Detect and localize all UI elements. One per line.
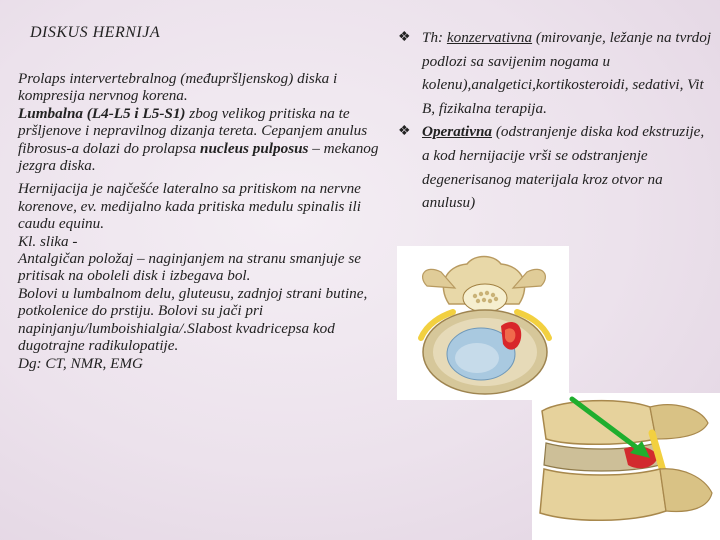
paragraph-pain: Bolovi u lumbalnom delu, gluteusu, zadnjoj strani butine, potkolenice do prstiju. Bolovi su jači pri napinjanju/lumboishialgia/.Slabost kvadricepsa kod dugotrajne radikulopatije. [18,284,368,355]
left-text-column [18,70,390,372]
keyword-operative: Operativna [422,123,493,141]
spine-herniation-illustration [532,393,720,540]
diamond-bullet-icon: ❖ [398,124,411,140]
bullet-conservative: ❖ Th: konzervativna (mirovanje, ležanje na tvrdoj podlozi sa savijenim nogama u kolenu),analgetici,kortikosteroidi, sedativi, Vit B, fizikalna terapija. [396,26,714,120]
page-title: DISKUS HERNIJA [30,24,161,41]
paragraph-herniation: Hernijacija je najčešće lateralno sa pritiskom na nervne korenove, ev. medijalno kada pritiska medulu spinalis ili caudu equinu. [18,180,361,233]
paragraph-antalgic: Antalgičan položaj – naginjanjem na stranu smanjuje se pritisak na oboleli disk i izbegava bol. [18,250,361,285]
disc-crosssection-illustration [397,246,569,400]
bullet-operative: ❖ Operativna (odstranjenje diska kod ekstruzije, a kod hernijacije vrši se odstranjenje degenerisanog materijala kroz otvor na anulusu) [396,120,714,214]
paragraph-lumbar: Lumbalna (L4-L5 i L5-S1) zbog velikog pritiska na te pršljenove i nepravilnog dizanja tereta. Cepanjem anulus fibrosus-a dolazi do prolapsa nucleus pulposus – mekanog jezgra diska. [18,104,379,175]
keyword-conservative: konzervativna [446,29,533,46]
paragraph-clinical-label: Kl. slika - [18,232,78,250]
paragraph-diagnosis: Dg: CT, NMR, EMG [18,354,144,372]
right-text-column [396,26,714,215]
nucleus-pulposus: nucleus pulposus [200,139,309,157]
diamond-bullet-icon: ❖ [398,30,411,45]
lumbar-levels: Lumbalna (L4-L5 i L5-S1) [18,104,186,122]
paragraph-definition: Prolaps intervertebralnog (međupršljenskog) diska i kompresija nervnog korena. [18,70,338,105]
